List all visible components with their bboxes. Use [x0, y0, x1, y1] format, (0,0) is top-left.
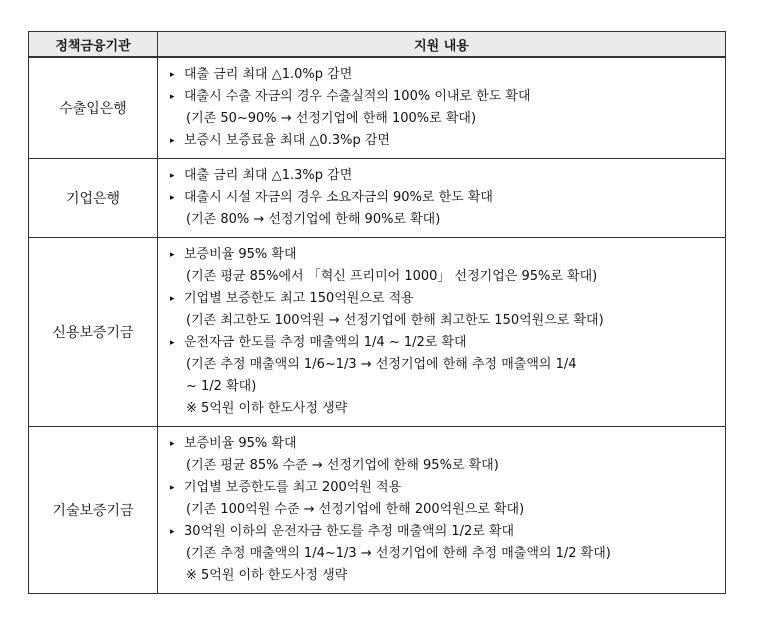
bullet-item [170, 187, 719, 209]
table-row [29, 57, 726, 159]
bullet-text: 보증시 보증료율 최대 △0.3%p 감면 [184, 133, 390, 148]
support-table [28, 31, 726, 594]
bullet-item [170, 521, 719, 543]
bullet-arrow-icon: ▸ [170, 527, 175, 537]
bullet-arrow-icon: ▸ [170, 70, 175, 80]
bullet-text: 기업별 보증한도 최고 150억원으로 적용 [184, 291, 414, 306]
bullet-item [170, 86, 719, 108]
bullet-text: 대출 금리 최대 △1.3%p 감면 [184, 168, 353, 183]
bullet-arrow-icon: ▸ [170, 294, 175, 304]
detail-line: (기존 80% → 선정기업에 한해 90%로 확대) [186, 212, 441, 227]
bullet-arrow-icon: ▸ [170, 193, 175, 203]
content-cell [158, 159, 726, 238]
institution-cell: 신용보증기금 [29, 238, 158, 427]
detail-line: (기존 추정 매출액의 1/4~1/3 → 선정기업에 한해 추정 매출액의 1/2 확대) [186, 546, 611, 561]
bullet-text: 대출 금리 최대 △1.0%p 감면 [184, 67, 353, 82]
detail-line: (기존 추정 매출액의 1/6~1/3 → 선정기업에 한해 추정 매출액의 1/4 [186, 357, 577, 372]
table-row [29, 238, 726, 427]
content-cell [158, 57, 726, 159]
bullet-text: 보증비율 95% 확대 [184, 436, 297, 451]
header-content: 지원 내용 [158, 32, 726, 58]
bullet-text: 30억원 이하의 운전자금 한도를 추정 매출액의 1/2로 확대 [184, 524, 515, 539]
bullet-item [170, 332, 719, 354]
bullet-item [170, 165, 719, 187]
table-row [29, 159, 726, 238]
detail-line: (기존 최고한도 100억원 → 선정기업에 한해 최고한도 150억원으로 확대) [186, 313, 604, 328]
bullet-arrow-icon: ▸ [170, 250, 175, 260]
bullet-arrow-icon: ▸ [170, 92, 175, 102]
bullet-item [170, 64, 719, 86]
table-row [29, 427, 726, 594]
bullet-text: 대출시 시설 자금의 경우 소요자금의 90%로 한도 확대 [184, 190, 493, 205]
bullet-item [170, 244, 719, 266]
note-line: ※ 5억원 이하 한도사정 생략 [186, 568, 348, 583]
detail-line: (기존 100억원 수준 → 선정기업에 한해 200억원으로 확대) [186, 502, 525, 517]
content-cell [158, 238, 726, 427]
header-institution: 정책금융기관 [29, 32, 158, 58]
bullet-text: 운전자금 한도를 추정 매출액의 1/4 ~ 1/2로 확대 [184, 335, 467, 350]
detail-line: (기존 50~90% → 선정기업에 한해 100%로 확대) [186, 111, 477, 126]
detail-line: (기존 평균 85% 수준 → 선정기업에 한해 95%로 확대) [186, 458, 499, 473]
bullet-item [170, 288, 719, 310]
bullet-item [170, 477, 719, 499]
detail-line: (기존 평균 85%에서 「혁신 프리미어 1000」 선정기업은 95%로 확대) [186, 269, 598, 284]
bullet-arrow-icon: ▸ [170, 483, 175, 493]
bullet-text: 기업별 보증한도를 최고 200억원 적용 [184, 480, 402, 495]
bullet-text: 보증비율 95% 확대 [184, 247, 297, 262]
bullet-item [170, 130, 719, 152]
institution-cell: 수출입은행 [29, 57, 158, 159]
content-cell [158, 427, 726, 594]
institution-cell: 기업은행 [29, 159, 158, 238]
note-line: ※ 5억원 이하 한도사정 생략 [186, 401, 348, 416]
detail-line: ~ 1/2 확대) [186, 379, 257, 394]
bullet-arrow-icon: ▸ [170, 338, 175, 348]
bullet-text: 대출시 수출 자금의 경우 수출실적의 100% 이내로 한도 확대 [184, 89, 531, 104]
bullet-arrow-icon: ▸ [170, 439, 175, 449]
institution-cell: 기술보증기금 [29, 427, 158, 594]
header-row [29, 32, 726, 58]
bullet-item [170, 433, 719, 455]
bullet-arrow-icon: ▸ [170, 136, 175, 146]
bullet-arrow-icon: ▸ [170, 171, 175, 181]
